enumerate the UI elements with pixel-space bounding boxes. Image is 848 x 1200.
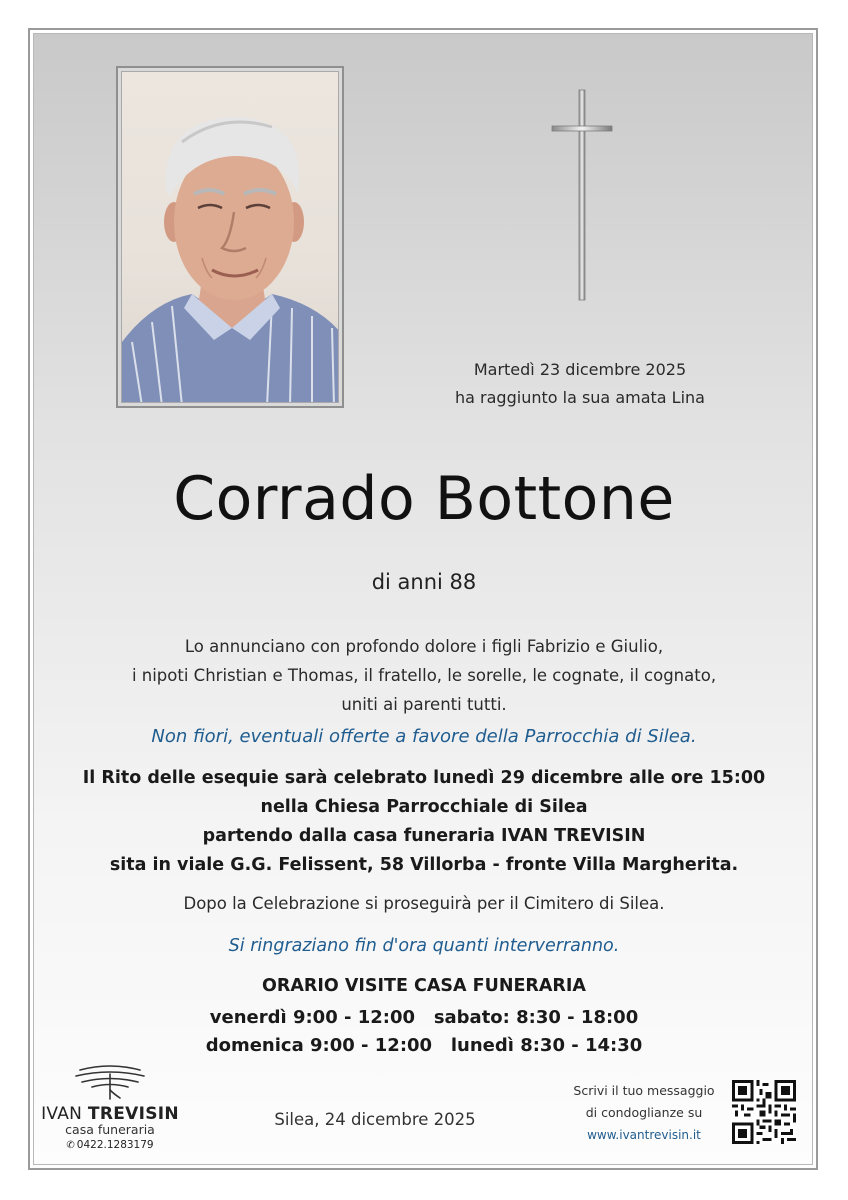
death-date-block bbox=[420, 356, 740, 412]
message-line: di condoglianze su bbox=[585, 1105, 703, 1120]
visiting-hours-title: ORARIO VISITE CASA FUNERARIA bbox=[262, 976, 586, 996]
visiting-hours-line: venerdì 9:00 - 12:00 sabato: 8:30 - 18:00 bbox=[209, 1007, 639, 1028]
deceased-name: Corrado Bottone bbox=[173, 464, 675, 534]
place-date-signoff: Silea, 24 dicembre 2025 bbox=[274, 1110, 476, 1129]
tree-logo-icon bbox=[70, 1060, 150, 1100]
death-date: Martedì 23 dicembre 2025 bbox=[473, 360, 687, 379]
message-line: Scrivi il tuo messaggio bbox=[573, 1083, 715, 1098]
logo-phone-row bbox=[40, 1139, 180, 1151]
funeral-line: sita in viale G.G. Felissent, 58 Villorba - fronte Villa Margherita. bbox=[109, 855, 739, 875]
cemetery-note: Dopo la Celebrazione si proseguirà per il Cimitero di Silea. bbox=[183, 894, 665, 913]
logo-subtitle: casa funeraria bbox=[65, 1122, 155, 1137]
announcement-line: uniti ai parenti tutti. bbox=[341, 695, 507, 714]
funeral-line: Il Rito delle esequie sarà celebrato lunedì 29 dicembre alle ore 15:00 bbox=[82, 768, 766, 788]
qr-code-icon[interactable] bbox=[732, 1080, 796, 1144]
portrait-illustration bbox=[122, 72, 339, 403]
visiting-hours bbox=[0, 1004, 848, 1060]
announcement-line: i nipoti Christian e Thomas, il fratello, le sorelle, le cognate, il cognato, bbox=[131, 666, 717, 685]
logo-first: IVAN bbox=[41, 1104, 83, 1124]
flowers-note: Non fiori, eventuali offerte a favore della Parrocchia di Silea. bbox=[151, 726, 697, 747]
logo-name bbox=[40, 1104, 180, 1124]
logo-phone: 0422.1283179 bbox=[76, 1139, 154, 1151]
portrait-photo bbox=[121, 71, 339, 403]
phone-icon: ✆ bbox=[66, 1140, 75, 1151]
death-note: ha raggiunto la sua amata Lina bbox=[455, 388, 705, 407]
visiting-hours-line: domenica 9:00 - 12:00 lunedì 8:30 - 14:30 bbox=[205, 1035, 643, 1056]
funeral-details bbox=[0, 764, 848, 880]
latin-cross-icon bbox=[550, 88, 614, 302]
thanks-note: Si ringraziano fin d'ora quanti interverranno. bbox=[228, 936, 620, 956]
funeral-line: partendo dalla casa funeraria IVAN TREVISIN bbox=[202, 826, 646, 846]
logo-last: TREVISIN bbox=[87, 1104, 179, 1124]
announcement-block bbox=[0, 632, 848, 719]
funeral-home-logo bbox=[40, 1060, 180, 1151]
website-link[interactable]: www.ivantrevisin.it bbox=[587, 1128, 701, 1142]
funeral-line: nella Chiesa Parrocchiale di Silea bbox=[260, 797, 588, 817]
portrait-frame bbox=[116, 66, 344, 408]
announcement-line: Lo annunciano con profondo dolore i figli Fabrizio e Giulio, bbox=[184, 637, 664, 656]
deceased-age: di anni 88 bbox=[371, 570, 477, 594]
condolence-message bbox=[560, 1080, 728, 1146]
